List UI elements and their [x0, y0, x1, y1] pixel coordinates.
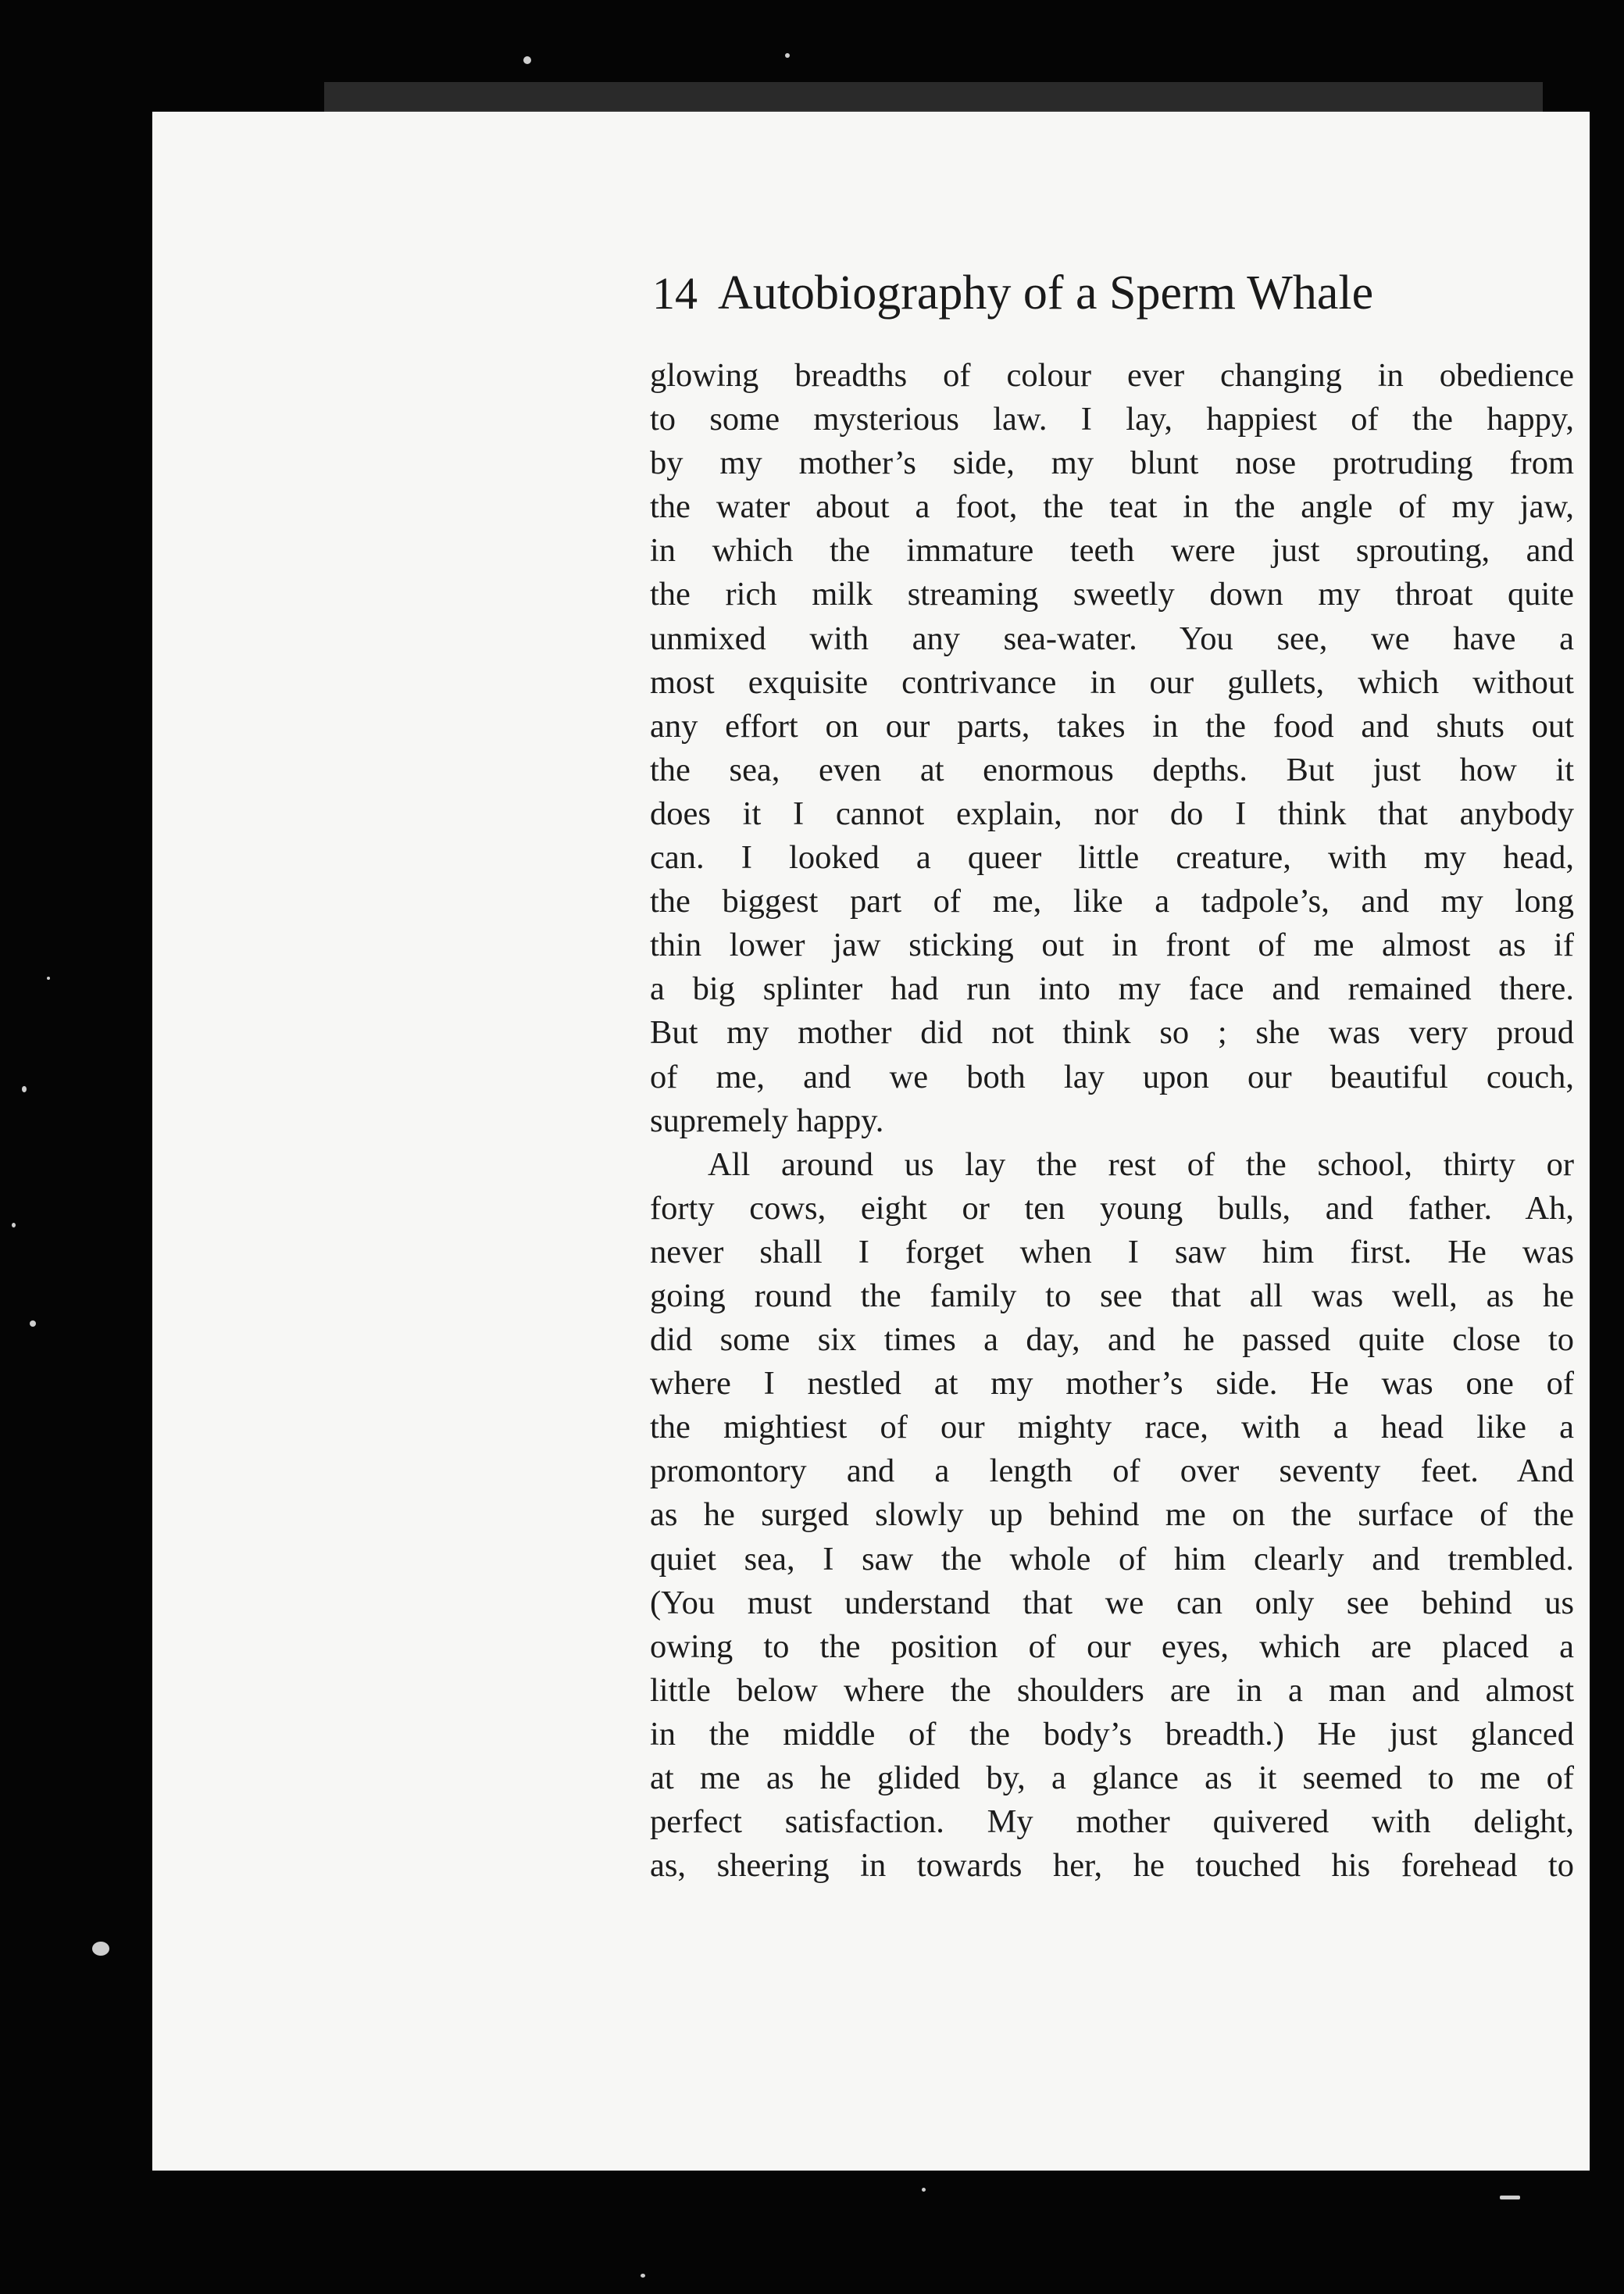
- text-line: at me as he glided by, a glance as it seemed to me of: [650, 1760, 1574, 1796]
- text-line: perfect satisfaction. My mother quivered with delight,: [650, 1803, 1574, 1841]
- text-line: (You must understand that we can only see behind us: [650, 1584, 1574, 1621]
- running-header: [652, 258, 1578, 328]
- text-line: as, sheering in towards her, he touched his forehead to: [650, 1847, 1574, 1885]
- text-line: to some mysterious law. I lay, happiest of the happy,: [650, 401, 1574, 438]
- paragraph-start-line: All around us lay the rest of the school, thirty or: [708, 1145, 1574, 1183]
- text-line: most exquisite contrivance in our gullets, which without: [650, 663, 1574, 701]
- text-line: in which the immature teeth were just sprouting, and: [650, 532, 1574, 570]
- text-line: glowing breadths of colour ever changing in obedience: [650, 357, 1574, 394]
- scan-speck: [785, 53, 790, 58]
- text-line: promontory and a length of over seventy feet. And: [650, 1453, 1574, 1490]
- text-line: does it I cannot explain, nor do I think that anybody: [650, 795, 1574, 832]
- text-line: can. I looked a queer little creature, with my head,: [650, 839, 1574, 877]
- text-line: little below where the shoulders are in a man and almost: [650, 1671, 1574, 1709]
- running-title: Autobiography of a Sperm Whale: [718, 266, 1374, 320]
- text-line: of me, and we both lay upon our beautiful couch,: [650, 1058, 1574, 1095]
- text-line: forty cows, eight or ten young bulls, and father. Ah,: [650, 1189, 1574, 1227]
- text-line: the water about a foot, the teat in the angle of my jaw,: [650, 488, 1574, 526]
- text-line: did some six times a day, and he passed quite close to: [650, 1321, 1574, 1359]
- text-line: going round the family to see that all was well, as he: [650, 1277, 1574, 1314]
- scan-speck: [922, 2188, 926, 2192]
- scan-speck: [22, 1086, 27, 1092]
- scan-speck: [523, 56, 531, 64]
- page-number: 14: [652, 268, 698, 319]
- paragraph-end-line: supremely happy.: [650, 1102, 884, 1139]
- body-text: [650, 354, 1574, 1888]
- text-line: the mightiest of our mighty race, with a head like a: [650, 1409, 1574, 1446]
- text-line: by my mother’s side, my blunt nose protruding from: [650, 445, 1574, 482]
- scan-speck: [92, 1942, 109, 1956]
- text-line: the biggest part of me, like a tadpole’s, and my long: [650, 883, 1574, 920]
- text-line: the rich milk streaming sweetly down my throat quite: [650, 576, 1574, 613]
- text-line: never shall I forget when I saw him first. He was: [650, 1233, 1574, 1270]
- text-line: the sea, even at enormous depths. But just how it: [650, 751, 1574, 788]
- text-line: where I nestled at my mother’s side. He was one of: [650, 1365, 1574, 1402]
- text-line: owing to the position of our eyes, which are placed a: [650, 1628, 1574, 1665]
- text-line: But my mother did not think so ; she was very proud: [650, 1014, 1574, 1052]
- scan-speck: [47, 977, 50, 980]
- text-line: in the middle of the body’s breadth.) He just glanced: [650, 1715, 1574, 1753]
- text-line: a big splinter had run into my face and remained there.: [650, 970, 1574, 1008]
- text-line: any effort on our parts, takes in the food and shuts out: [650, 707, 1574, 745]
- text-line: quiet sea, I saw the whole of him clearly and trembled.: [650, 1540, 1574, 1578]
- scan-speck: [1500, 2196, 1520, 2199]
- scan-speck: [12, 1223, 16, 1227]
- scan-speck: [641, 2274, 645, 2278]
- text-line: thin lower jaw sticking out in front of me almost as if: [650, 927, 1574, 964]
- scan-speck: [30, 1320, 36, 1327]
- text-line: unmixed with any sea-water. You see, we have a: [650, 620, 1574, 657]
- text-line: as he surged slowly up behind me on the surface of the: [650, 1496, 1574, 1534]
- scan-top-edge: [324, 82, 1543, 113]
